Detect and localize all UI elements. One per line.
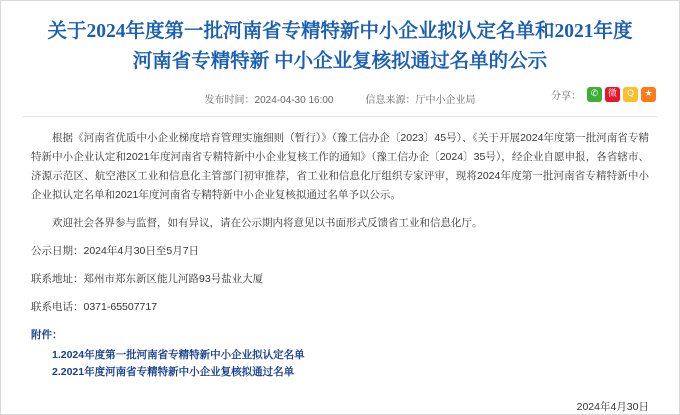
header-divider <box>23 116 657 117</box>
qzone-share-icon[interactable]: Q <box>623 87 638 102</box>
attachments-label: 附件： <box>31 329 63 341</box>
share-label: 分享： <box>551 91 581 102</box>
info-source: 信息来源：厅中小企业局 <box>365 95 476 106</box>
paragraph-contact-phone: 联系电话：0371-65507717 <box>31 301 158 313</box>
attachment-link-2[interactable]: 2.2021年度河南省专精特新中小企业复核拟通过名单 <box>52 366 295 378</box>
publish-time: 发布时间：2024-04-30 16:00 <box>204 95 334 106</box>
favorite-share-icon[interactable]: ★ <box>641 87 656 102</box>
paragraph-supervision: 欢迎社会各界参与监督，如有异议，请在公示期内将意见以书面形式反馈省工业和信息化厅。 <box>52 217 483 229</box>
article-meta-bar <box>1 83 679 116</box>
share-box <box>551 87 659 102</box>
paragraph-contact-address: 联系地址：郑州市郑东新区能儿河路93号盐业大厦 <box>31 273 264 285</box>
weibo-share-icon[interactable]: 微 <box>605 87 620 102</box>
paragraph-basis: 根据《河南省优质中小企业梯度培育管理实施细则（暂行）》（豫工信办企〔2023〕45号）、《关于开展2024年度第一批河南省专精特新中小企业认定和2021年度河南省专精特新中小企业复核工作的通知》（豫工信办企〔2024〕35号），经企业自愿申报，各省辖市、济源示范区、航空港区工业和信息化主管部门初审推荐，省工业和信息化厅组织专家评审，现将2024年度第一批河南省专精特新中小企业拟认定名单和2021年度河南省专精特新中小企业复核拟通过名单予以公示。 <box>31 132 649 201</box>
paragraph-publicity-date: 公示日期：2024年4月30日至5月7日 <box>31 245 200 257</box>
page-title: 关于2024年度第一批河南省专精特新中小企业拟认定名单和2021年度河南省专精特新 中小企业复核拟通过名单的公示 <box>47 21 633 72</box>
wechat-share-icon[interactable]: ✆ <box>587 87 602 102</box>
article-body <box>1 129 679 381</box>
sign-date: 2024年4月30日 <box>576 401 649 413</box>
attachment-link-1[interactable]: 1.2024年度第一批河南省专精特新中小企业拟认定名单 <box>52 349 305 361</box>
